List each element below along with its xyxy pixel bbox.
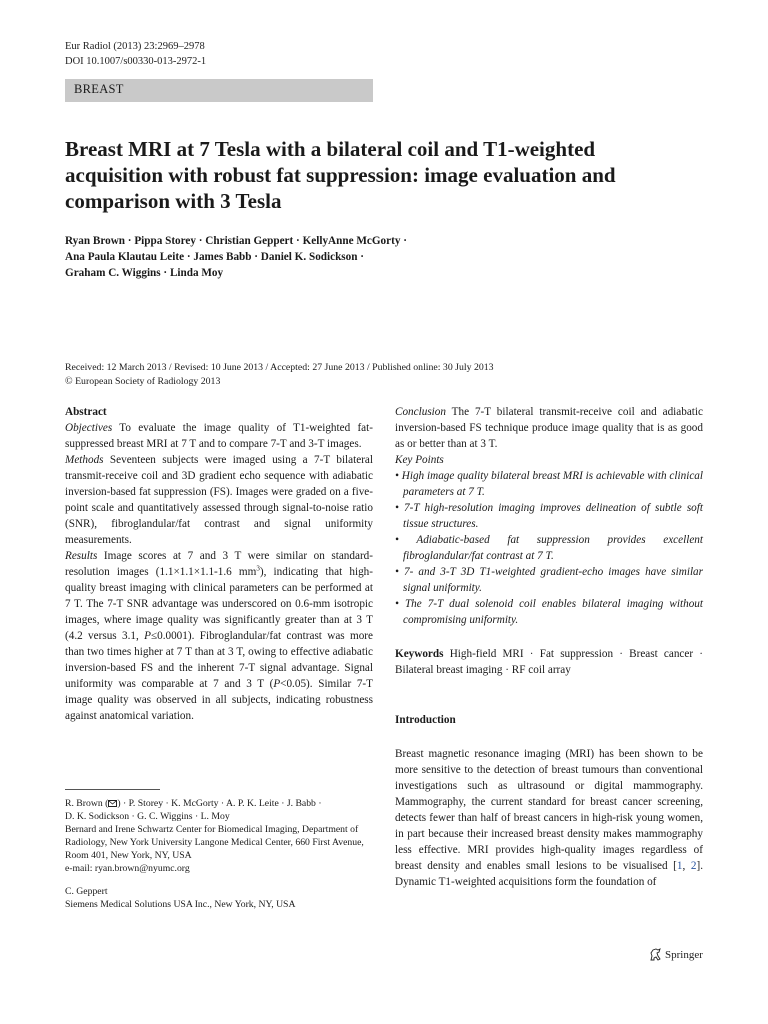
results-text: ), indicating that high-quality breast imaging with clinical parameters can be performed at 7 T. The 7-T SNR advantage was underscored on 0.6-mm isotropic images, where image quality was significantly greater than at 3 T (4.2 versus 3.1, [65, 566, 373, 642]
affiliation-line: Bernard and Irene Schwartz Center for Biomedical Imaging, Department of Radiology, New York University Langone Medical Center, 660 First Avenue, Room 401, New York, NY, USA [65, 824, 364, 861]
abstract-objectives [65, 420, 373, 452]
affiliation-text: R. Brown ( [65, 798, 109, 809]
introduction-body: Breast magnetic resonance imaging (MRI) has been shown to be more sensitive to the detection of breast tumours than conventional investigations such as ultrasound or digital mammography. Mammography, the current standard for breast cancer screening, detects fewer than half of breast cancers in high-risk young women, in part because their increased breast density makes mammography less effective. MRI provides high-quality images regardless of breast density and enables small lesions to be visualised [ [395, 748, 703, 872]
abstract-results [65, 548, 373, 724]
copyright-text: European Society of Radiology 2013 [75, 376, 221, 387]
methods-text: Seventeen subjects were imaged using a 7-T bilateral transmit-receive coil and 3D gradient echo sequence with adiabatic inversion-based fat suppression (FS). Images were graded on a five-point scale and quantitatively assessed through signal-to-noise ratio (SNR), fibroglandular/fat contrast and signal uniformity measurements. [65, 454, 373, 546]
abstract-column-right [395, 404, 703, 890]
affiliation-line: D. K. Sodickson · G. C. Wiggins · L. Moy [65, 811, 230, 822]
keywords-text: High-field MRI · Fat suppression · Breast cancer · Bilateral breast imaging · RF coil array [395, 648, 704, 676]
key-point: • The 7-T dual solenoid coil enables bilateral imaging without compromising uniformity. [395, 598, 703, 626]
methods-label: Methods [65, 454, 104, 466]
article-title: Breast MRI at 7 Tesla with a bilateral coil and T1-weighted acquisition with robust fat suppression: image evaluation and comparison with 3 Tesla [65, 137, 616, 213]
author-line: Ana Paula Klautau Leite · James Babb · Daniel K. Sodickson · [65, 251, 365, 263]
affiliations [65, 797, 373, 911]
results-label: Results [65, 550, 98, 562]
copyright-line [65, 375, 705, 389]
publisher-logo [648, 948, 703, 961]
superscript: 3 [256, 564, 260, 573]
copyright-icon: © [65, 376, 73, 387]
envelope-icon [108, 800, 117, 807]
introduction-heading: Introduction [395, 714, 456, 726]
results-text: Image scores at 7 and 3 T were similar on standard-resolution images (1.1×1.1×1.1-1.6 mm [65, 550, 374, 578]
key-points-label: Key Points [395, 454, 444, 466]
publisher-name: Springer [665, 948, 703, 961]
author-list [65, 233, 485, 281]
reference-separator: , [682, 860, 691, 872]
footnote-divider [65, 789, 160, 790]
springer-horse-icon [648, 948, 662, 961]
objectives-text: To evaluate the image quality of T1-weighted fat-suppressed breast MRI at 7 T and to compare 7-T and 3-T images. [65, 422, 373, 450]
author-line: Graham C. Wiggins · Linda Moy [65, 267, 224, 279]
affiliation-line [65, 797, 373, 810]
key-point: • 7-T high-resolution imaging improves delineation of subtle soft tissue structures. [395, 502, 703, 530]
dates-line: Received: 12 March 2013 / Revised: 10 June 2013 / Accepted: 27 June 2013 / Published online: 30 July 2013 [65, 362, 494, 373]
abstract-heading: Abstract [65, 406, 107, 418]
key-point: • Adiabatic-based fat suppression provides excellent fibroglandular/fat contrast at 7 T. [395, 534, 703, 562]
keywords-label: Keywords [395, 648, 444, 660]
reference-link[interactable]: 2 [690, 860, 697, 872]
abstract-column-left [65, 404, 373, 724]
doi: DOI 10.1007/s00330-013-2972-1 [65, 56, 207, 67]
journal-citation: Eur Radiol (2013) 23:2969–2978 [65, 41, 205, 52]
keywords [395, 646, 703, 678]
conclusion-text: The 7-T bilateral transmit-receive coil and adiabatic inversion-based FS technique produce image quality that is as good as or better than at 3 T. [395, 406, 703, 450]
p-symbol: P [144, 630, 151, 642]
results-text: <0.05). Similar 7-T image quality was observed in all subjects, indicating robustness against anatomical variation. [65, 678, 373, 722]
section-label: BREAST [65, 79, 373, 102]
abstract-conclusion [395, 404, 703, 452]
results-text: ≤0.0001). Fibroglandular/fat contrast was more than two times higher at 7 T than at 3 T, owing to effective adiabatic inversion-based FS and the inherent 7-T signal advantage. Signal uniformity was comparable at 7 and 3 T ( [65, 630, 373, 690]
objectives-label: Objectives [65, 422, 113, 434]
affiliation-line: C. Geppert [65, 886, 108, 897]
abstract-methods [65, 452, 373, 548]
author-line: Ryan Brown · Pippa Storey · Christian Geppert · KellyAnne McGorty · [65, 235, 407, 247]
p-symbol: P [273, 678, 281, 690]
key-point: • 7- and 3-T 3D T1-weighted gradient-echo images have similar signal uniformity. [395, 566, 703, 594]
introduction-body: ]. Dynamic T1-weighted acquisitions form the foundation of [395, 860, 704, 888]
affiliation-email: e-mail: ryan.brown@nyumc.org [65, 863, 190, 874]
key-point: • High image quality bilateral breast MRI is achievable with clinical parameters at 7 T. [395, 470, 703, 498]
affiliation-text: ) · P. Storey · K. McGorty · A. P. K. Leite · J. Babb · [117, 798, 322, 809]
introduction-text [395, 746, 703, 890]
affiliation-line: Siemens Medical Solutions USA Inc., New York, NY, USA [65, 899, 296, 910]
publication-history [65, 361, 705, 389]
conclusion-label: Conclusion [395, 406, 446, 418]
reference-link[interactable]: 1 [676, 860, 683, 872]
